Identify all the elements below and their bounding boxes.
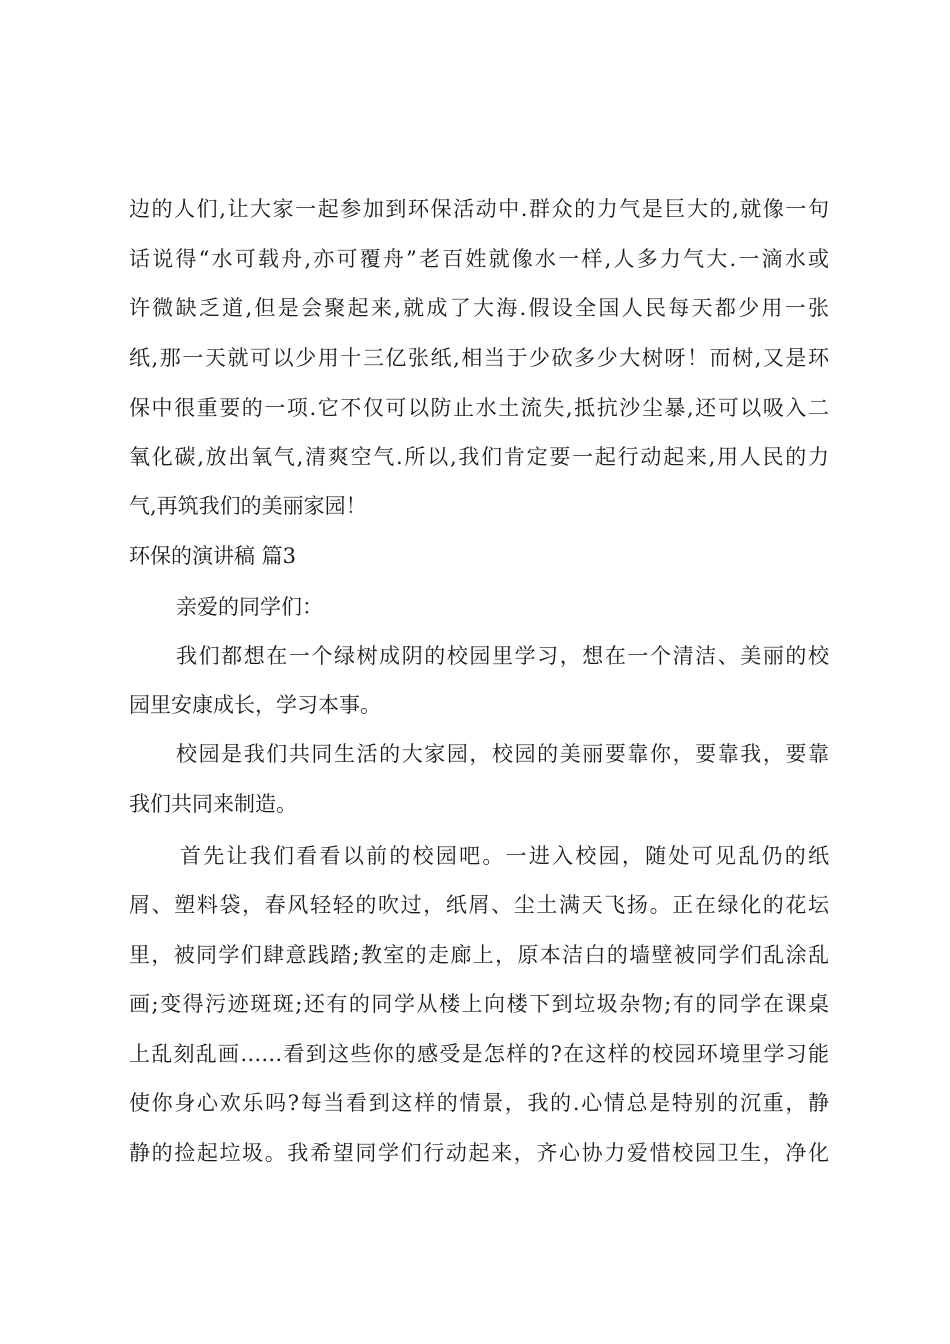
paragraph-4-line-1: 首先让我们看看以前的校园吧。一进入校园，随处可见乱仍的纸 [180, 844, 829, 868]
section-heading: 环保的演讲稿 篇3 [129, 544, 297, 568]
paragraph-2-line-1: 我们都想在一个绿树成阴的校园里学习，想在一个清洁、美丽的校 [176, 644, 829, 668]
paragraph-4-line-7: 静的捡起垃圾。我希望同学们行动起来，齐心协力爱惜校园卫生，净化 [129, 1141, 829, 1165]
paragraph-1-line-7: 气,再筑我们的美丽家园！ [129, 494, 367, 518]
paragraph-4-line-6: 使你身心欢乐吗?每当看到这样的情景，我的.心情总是特别的沉重，静 [129, 1091, 829, 1115]
paragraph-2-line-2: 园里安康成长，学习本事。 [129, 693, 381, 717]
paragraph-1-line-5: 保中很重要的一项.它不仅可以防止水土流失,抵抗沙尘暴,还可以吸入二 [129, 396, 829, 420]
paragraph-1-line-4: 纸,那一天就可以少用十三亿张纸,相当于少砍多少大树呀！而树,又是环 [129, 346, 829, 370]
paragraph-1-line-1: 边的人们,让大家一起参加到环保活动中.群众的力气是巨大的,就像一句 [129, 197, 829, 221]
paragraph-4-line-3: 里，被同学们肆意践踏;教室的走廊上，原本洁白的墙壁被同学们乱涂乱 [129, 943, 829, 967]
paragraph-4-line-2: 屑、塑料袋，春风轻轻的吹过，纸屑、尘土满天飞扬。正在绿化的花坛 [129, 893, 829, 917]
paragraph-3-line-1: 校园是我们共同生活的大家园，校园的美丽要靠你，要靠我，要靠 [176, 742, 829, 766]
paragraph-4-line-5: 上乱刻乱画……看到这些你的感受是怎样的?在这样的校园环境里学习能 [129, 1042, 829, 1066]
paragraph-1-line-3: 许微缺乏道,但是会聚起来,就成了大海.假设全国人民每天都少用一张 [129, 296, 829, 320]
paragraph-4-line-4: 画;变得污迹斑斑;还有的同学从楼上向楼下到垃圾杂物;有的同学在课桌 [129, 992, 829, 1016]
paragraph-1-line-2: 话说得“水可载舟,亦可覆舟”老百姓就像水一样,人多力气大.一滴水或 [129, 247, 829, 271]
greeting: 亲爱的同学们： [176, 595, 323, 619]
paragraph-1-line-6: 氧化碳,放出氧气,清爽空气.所以,我们肯定要一起行动起来,用人民的力 [129, 445, 829, 469]
paragraph-3-line-2: 我们共同来制造。 [129, 792, 297, 816]
